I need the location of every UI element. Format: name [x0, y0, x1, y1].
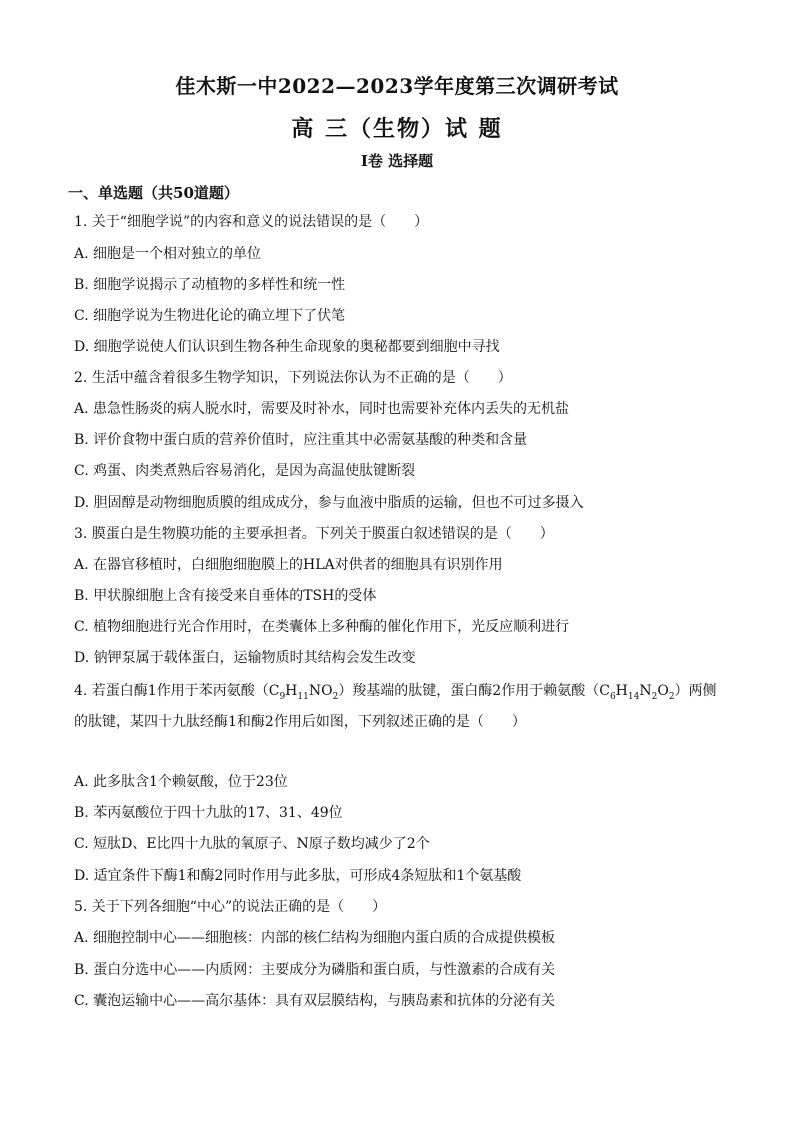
- question-2-stem: 2. 生活中蕴含着很多生物学知识，下列说法你认为不正确的是（ ）: [74, 370, 512, 386]
- question-2-option-b: B. 评价食物中蛋白质的营养价值时，应注重其中必需氨基酸的种类和含量: [74, 432, 528, 448]
- question-1-option-a: A. 细胞是一个相对独立的单位: [74, 246, 262, 262]
- question-1-option-c: C. 细胞学说为生物进化论的确立埋下了伏笔: [74, 308, 346, 324]
- question-2-option-c: C. 鸡蛋、肉类煮熟后容易消化，是因为高温使肽键断裂: [74, 463, 416, 479]
- question-4-option-d: D. 适宜条件下酶1和酶2同时作用与此多肽，可形成4条短肽和1个氨基酸: [74, 868, 522, 884]
- question-3-stem: 3. 膜蛋白是生物膜功能的主要承担者。下列关于膜蛋白叙述错误的是（ ）: [74, 526, 554, 542]
- question-4-option-c: C. 短肽D、E比四十九肽的氧原子、N原子数均减少了2个: [74, 836, 430, 852]
- question-5-option-c: C. 囊泡运输中心——高尔基体：具有双层膜结构，与胰岛素和抗体的分泌有关: [74, 993, 556, 1009]
- question-4-option-b: B. 苯丙氨酸位于四十九肽的17、31、49位: [74, 805, 343, 821]
- question-2-option-a: A. 患急性肠炎的病人脱水时，需要及时补水，同时也需要补充体内丢失的无机盐: [74, 401, 570, 417]
- question-1-stem: 1. 关于“细胞学说”的内容和意义的说法错误的是（ ）: [74, 214, 429, 230]
- question-5-option-b: B. 蛋白分选中心——内质网：主要成分为磷脂和蛋白质，与性激素的合成有关: [74, 962, 556, 978]
- question-2-option-d: D. 胆固醇是动物细胞质膜的组成成分，参与血液中脂质的运输，但也不可过多摄入: [74, 495, 584, 511]
- question-5-stem: 5. 关于下列各细胞“中心”的说法正确的是（ ）: [74, 899, 387, 915]
- subject-title: 高 三（生物）试 题: [291, 116, 503, 142]
- question-3-option-d: D. 钠钾泵属于载体蛋白，运输物质时其结构会发生改变: [74, 650, 416, 666]
- question-1-option-b: B. 细胞学说揭示了动植物的多样性和统一性: [74, 277, 346, 293]
- question-4-stem: 4. 若蛋白酶1作用于苯丙氨酸$(C_9H_{11}NO_2)$羧基端的肽键，蛋白酶2作用于赖氨酸$(C_6H_{14}N_2O_2)$两侧的肽键，某四十九肽经酶1和酶2作用后如图，下列叙述正确的是（ ）: [74, 683, 717, 730]
- section-title: 一、单选题（共50道题）: [68, 184, 239, 202]
- question-3-option-a: A. 在器官移植时，白细胞细胞膜上的HLA对供者的细胞具有识别作用: [74, 557, 503, 573]
- question-5-option-a: A. 细胞控制中心——细胞核：内部的核仁结构为细胞内蛋白质的合成提供模板: [74, 930, 556, 946]
- school-title: 佳木斯一中2022—2023学年度第三次调研考试: [175, 74, 619, 98]
- part-title: Ⅰ卷 选择题: [360, 152, 434, 170]
- question-1-option-d: D. 细胞学说使人们认识到生物各种生命现象的奥秘都要到细胞中寻找: [74, 339, 500, 355]
- question-3-option-c: C. 植物细胞进行光合作用时，在类囊体上多种酶的催化作用下，光反应顺利进行: [74, 619, 570, 635]
- question-4-option-a: A. 此多肽含1个赖氨酸，位于23位: [74, 774, 288, 790]
- question-3-option-b: B. 甲状腺细胞上含有接受来自垂体的TSH的受体: [74, 588, 377, 604]
